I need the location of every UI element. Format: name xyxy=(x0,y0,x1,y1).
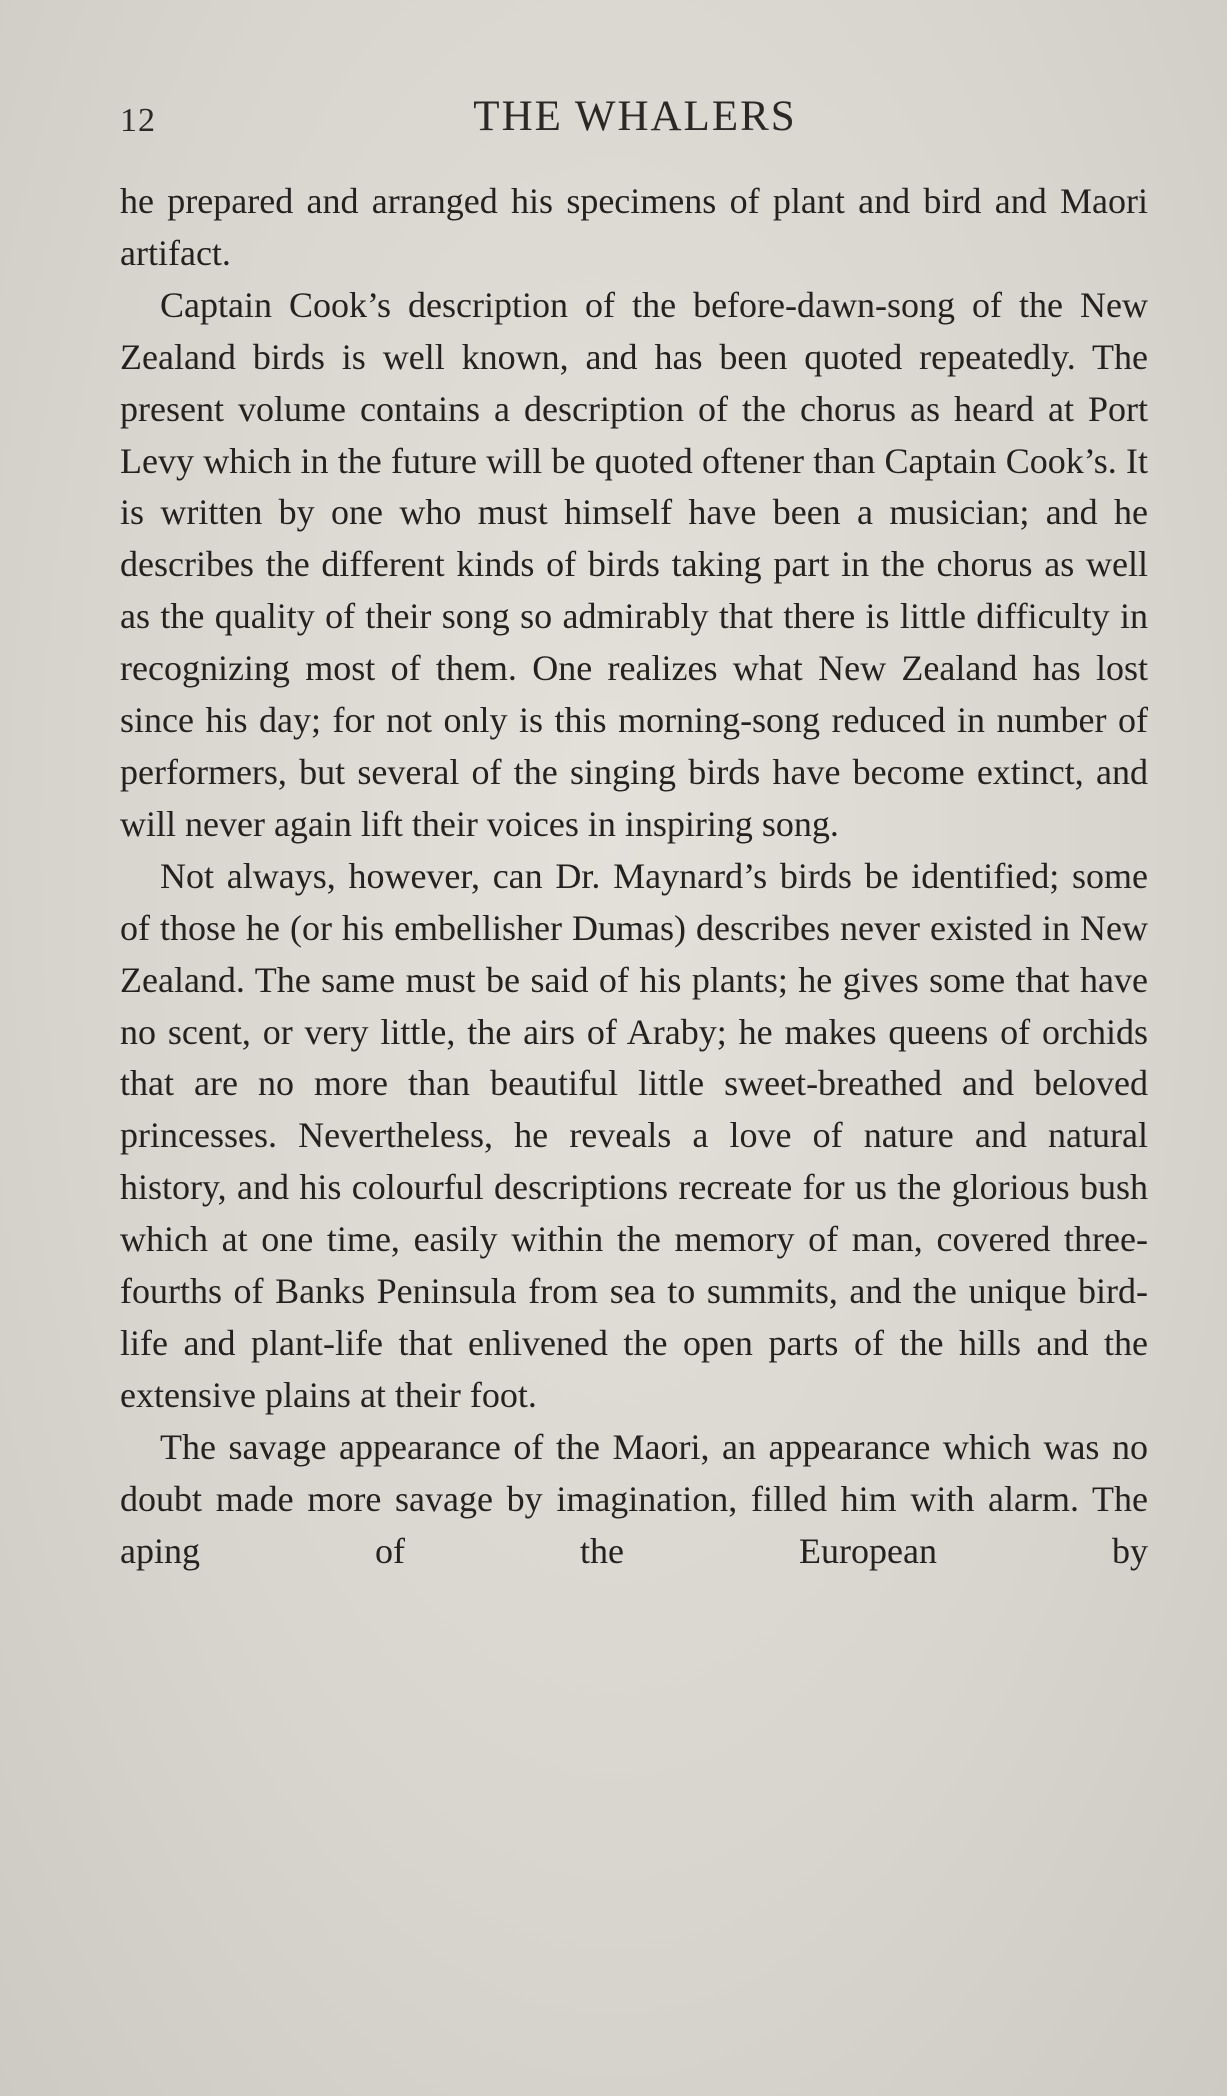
body-text xyxy=(120,176,1148,1577)
running-title: THE WHALERS xyxy=(473,93,797,140)
paragraph: he prepared and arranged his specimens of plant and bird and Maori artifact. xyxy=(120,181,1148,273)
paragraph: Captain Cook’s description of the before-dawn-song of the New Zealand birds is well known, and has been quoted repeatedly. The present volume contains a description of the chorus as heard at Port Levy which in the future will be quoted oftener than Captain Cook’s. It is written by one who must himself have been a musician; and he describes the different kinds of birds taking part in the chorus as well as the quality of their song so admirably that there is little difficulty in recognizing most of them. One realizes what New Zealand has lost since his day; for not only is this morning-song reduced in number of performers, but several of the singing birds have become extinct, and will never again lift their voices in inspiring song. xyxy=(120,284,1148,844)
page-number: 12 xyxy=(120,102,156,139)
running-head xyxy=(120,92,1150,152)
paragraph: The savage appearance of the Maori, an appearance which was no doubt made more savage by imagination, filled him with alarm. The aping of the European by xyxy=(120,1426,1148,1571)
paragraph: Not always, however, can Dr. Maynard’s birds be identified; some of those he (or his embellisher Dumas) describes never existed in New Zealand. The same must be said of his plants; he gives some that have no scent, or very little, the airs of Araby; he makes queens of orchids that are no more than beautiful little sweet-breathed and beloved princesses. Nevertheless, he reveals a love of nature and natural history, and his colourful descriptions recreate for us the glorious bush which at one time, easily within the memory of man, covered three-fourths of Banks Peninsula from sea to summits, and the unique bird-life and plant-life that enlivened the open parts of the hills and the extensive plains at their foot. xyxy=(120,855,1148,1415)
